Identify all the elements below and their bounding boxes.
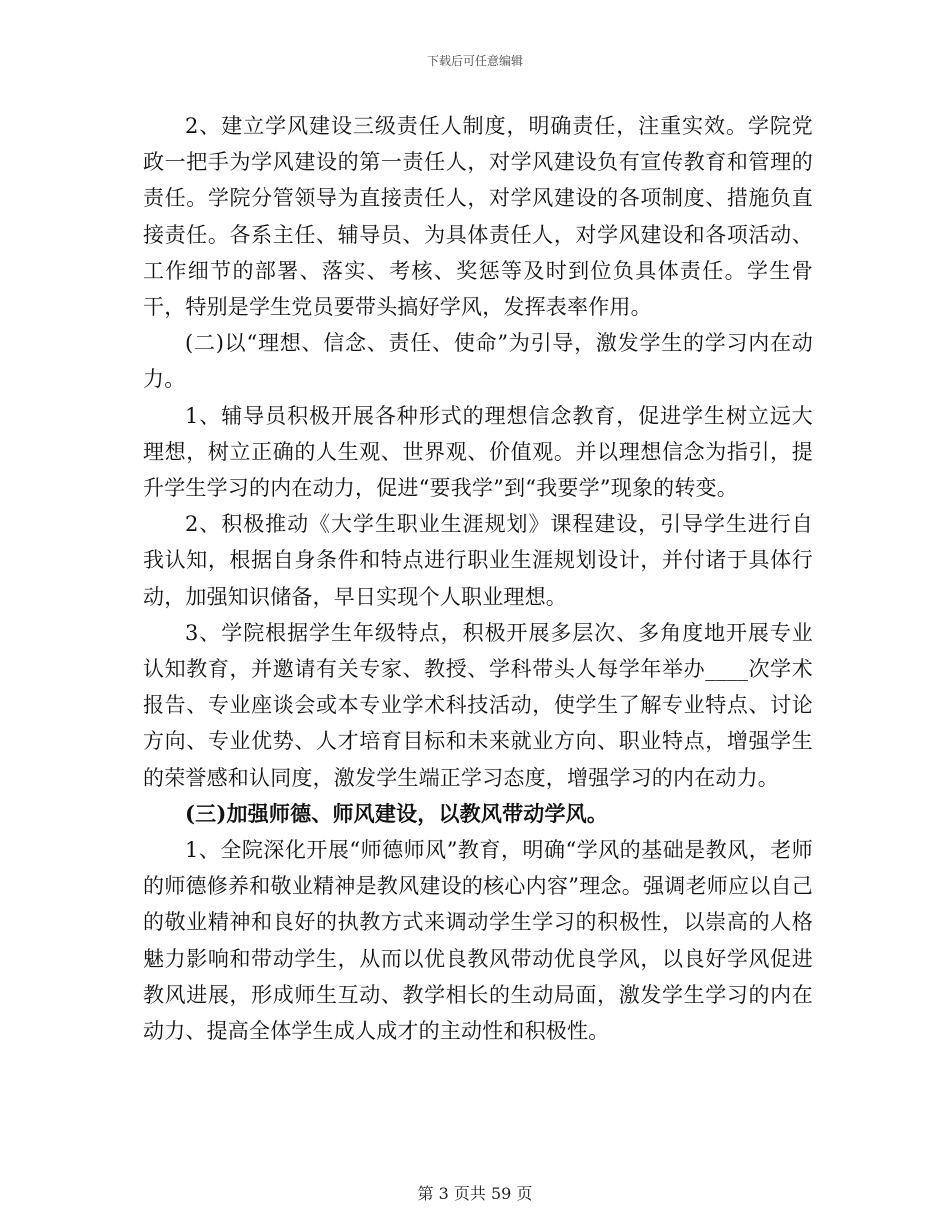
paragraph-professional-cognition: 3、学院根据学生年级特点，积极开展多层次、多角度地开展专业认知教育，并邀请有关专家、教授、学科带头人每学年举办____次学术报告、专业座谈会或本专业学术科技活动，使学生了解专业特点、讨论方向、专业优势、人才培育目标和未来就业方向、职业特点，增强学生的荣誉感和认同度，激发学生端正学习态度，增强学习的内在动力。 <box>143 620 813 790</box>
paragraph-career-planning: 2、积极推动《大学生职业生涯规划》课程建设，引导学生进行自我认知，根据自身条件和特点进行职业生涯规划设计，并付诸于具体行动，加强知识储备，早日实现个人职业理想。 <box>143 512 813 609</box>
page-header-note: 下载后可任意编辑 <box>426 54 523 68</box>
page-number: 第 3 页共 59 页 <box>417 1184 533 1203</box>
paragraph-ideals-education: 1、辅导员积极开展各种形式的理想信念教育，促进学生树立远大理想，树立正确的人生观、世界观、价值观。并以理想信念为指引，提升学生学习的内在动力，促进“要我学”到“我要学”现象的转变。 <box>143 403 813 501</box>
section-heading-ideals: (二)以“理想、信念、责任、使命”为引导，激发学生的学习内在动力。 <box>143 331 813 392</box>
document-body <box>143 108 813 1049</box>
paragraph-teacher-ethics: 1、全院深化开展“师德师风”教育，明确“学风的基础是教风，老师的师德修养和敬业精神是教风建设的核心内容”理念。强调老师应以自己的敬业精神和良好的执教方式来调动学生学习的积极性，以崇高的人格魅力影响和带动学生，从而以优良教风带动优良学风，以良好学风促进教风进展，形成师生互动、教学相长的生动局面，激发学生学习的内在动力、提高全体学生成人成才的主动性和积极性。 <box>143 838 813 1044</box>
section-heading-teacher-ethics: (三)加强师德、师风建设，以教风带动学风。 <box>185 800 609 826</box>
paragraph-responsibility-system: 2、建立学风建设三级责任人制度，明确责任，注重实效。学院党政一把手为学风建设的第一责任人，对学风建设负有宣传教育和管理的责任。学院分管领导为直接责任人，对学风建设的各项制度、措施负直接责任。各系主任、辅导员、为具体责任人，对学风建设和各项活动、工作细节的部署、落实、考核、奖惩等及时到位负具体责任。学生骨干，特别是学生党员要带头搞好学风，发挥表率作用。 <box>143 114 813 320</box>
